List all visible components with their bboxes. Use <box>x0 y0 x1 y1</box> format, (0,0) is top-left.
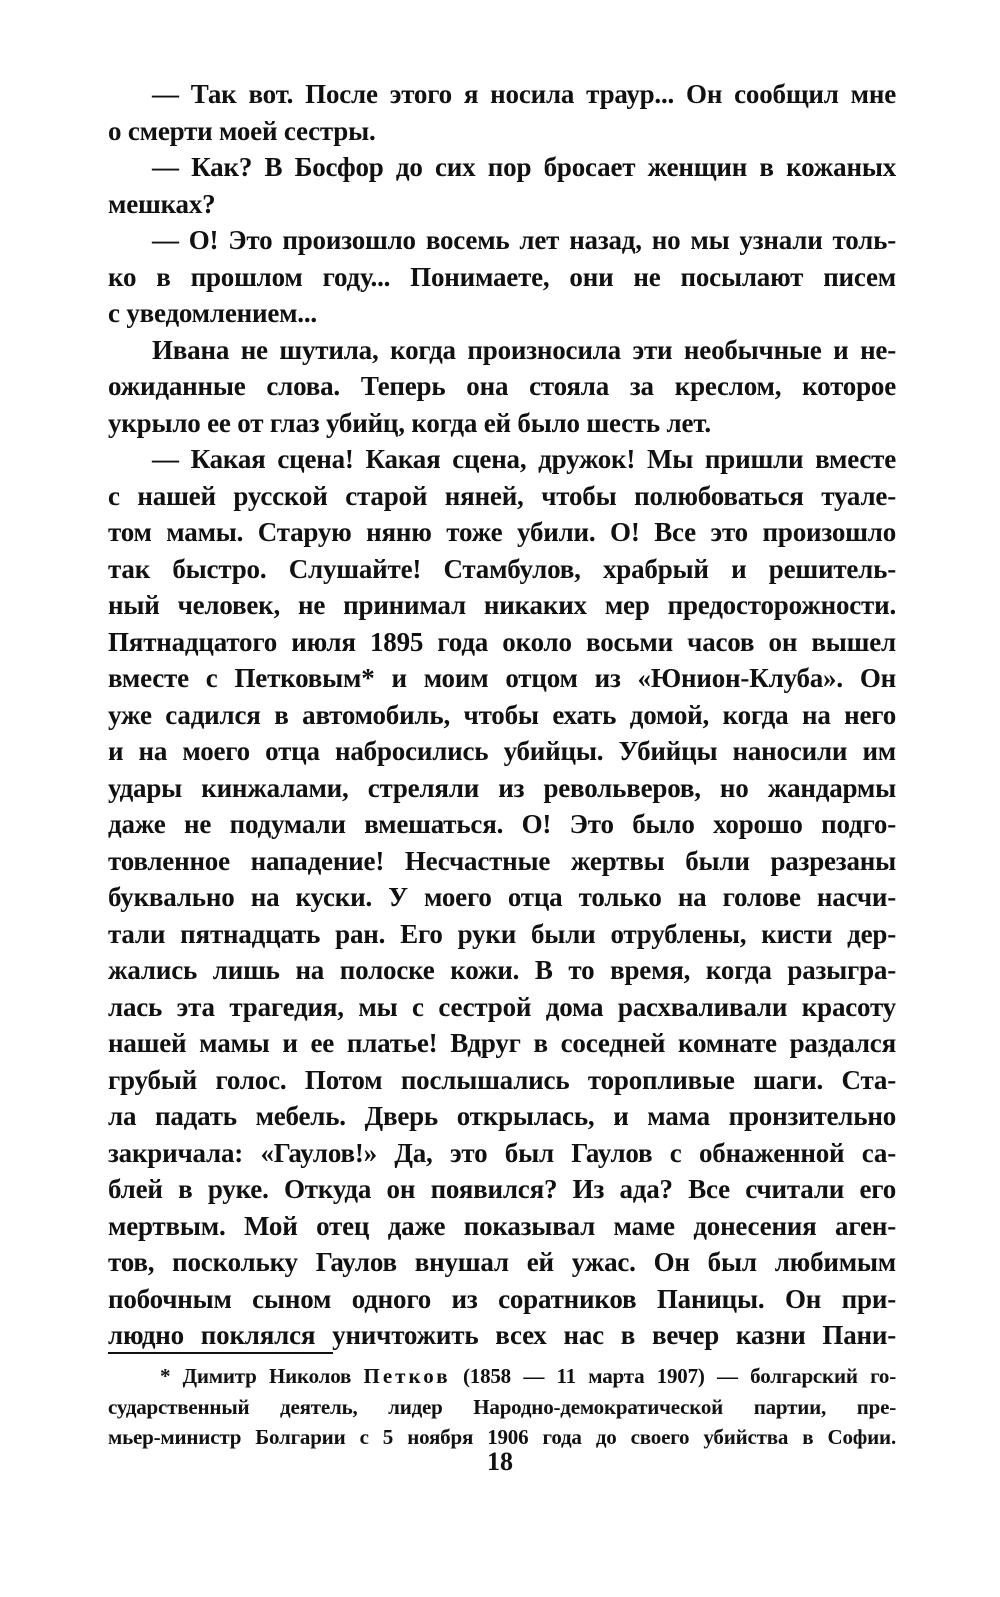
text-line: том мамы. Старую няню тоже убили. О! Все это произошло <box>108 517 896 547</box>
text-line: грубый голос. Потом послышались торопливые шаги. Ста- <box>108 1064 896 1095</box>
text-line: тали пятнадцать ран. Его руки были отрублены, кисти дер- <box>108 918 896 949</box>
text-line: укрыло ее от глаз убийц, когда ей было шесть лет. <box>108 407 711 438</box>
text-line: с уведомлением... <box>108 298 317 328</box>
text-line: уже садился в автомобиль, чтобы ехать домой, когда на него <box>108 699 896 730</box>
text-line: удары кинжалами, стреляли из револьверов, но жандармы <box>108 772 896 803</box>
text-line: мертвым. Мой отец даже показывал маме донесения аген- <box>108 1210 896 1241</box>
text-line: жались лишь на полоске кожи. В то время, когда разыгра- <box>108 955 896 985</box>
text-line: вместе с Петковым* и моим отцом из «Юнион-Клуба». Он <box>108 663 896 693</box>
text-line: людно поклялся уничтожить всех нас в вечер казни Пани- <box>108 1320 896 1350</box>
footnote-line: мьер-министр Болгарии с 5 ноября 1906 года до своего убийства в Софии. <box>108 1425 896 1449</box>
text-line: Пятнадцатого июля 1895 года около восьми часов он вышел <box>108 626 896 657</box>
body-text <box>108 76 896 1354</box>
page-number: 18 <box>487 1447 513 1476</box>
text-line: буквально на куски. У моего отца только на голове насчи- <box>108 882 896 912</box>
footnote-suffix: (1858 — 11 марта 1907) — болгарский го- <box>450 1364 896 1388</box>
text-line: лась эта трагедия, мы с сестрой дома расхваливали красоту <box>108 991 896 1022</box>
text-line: — Как? В Босфор до сих пор бросает женщин в кожаных <box>152 152 896 182</box>
text-line: товленное нападение! Несчастные жертвы были разрезаны <box>108 845 896 876</box>
text-line: с нашей русской старой няней, чтобы полюбоваться туале- <box>108 480 896 511</box>
text-line: нашей мамы и ее платье! Вдруг в соседней комнате раздался <box>108 1028 896 1058</box>
footnote <box>108 1361 896 1453</box>
text-line: тов, поскольку Гаулов внушал ей ужас. Он был любимым <box>108 1247 896 1277</box>
text-line: Ивана не шутила, когда произносила эти необычные и не- <box>152 334 896 365</box>
text-line: закричала: «Гаулов!» Да, это был Гаулов с обнаженной са- <box>108 1137 896 1168</box>
text-line: ко в прошлом году... Понимаете, они не посылают писем <box>108 261 896 292</box>
text-line: побочным сыном одного из соратников Паницы. Он при- <box>108 1283 896 1314</box>
footnote-divider <box>108 1352 333 1354</box>
text-line: — Так вот. После этого я носила траур... Он сообщил мне <box>152 79 896 109</box>
text-line: даже не подумали вмешаться. О! Это было хорошо подго- <box>108 809 896 839</box>
footnote-prefix: * Димитр Николов <box>160 1364 364 1388</box>
text-line: ный человек, не принимал никаких мер предосторожности. <box>108 590 896 620</box>
text-line: — О! Это произошло восемь лет назад, но мы узнали толь- <box>152 225 896 255</box>
text-line: — Какая сцена! Какая сцена, дружок! Мы пришли вместе <box>152 444 896 474</box>
text-line: и на моего отца набросились убийцы. Убийцы наносили им <box>108 736 896 766</box>
footnote-line <box>108 1361 896 1392</box>
text-line: о смерти моей сестры. <box>108 115 376 146</box>
text-line: блей в руке. Откуда он появился? Из ада? Все считали его <box>108 1174 896 1204</box>
text-line: мешках? <box>108 188 216 219</box>
text-line: так быстро. Слушайте! Стамбулов, храбрый и решитель- <box>108 553 896 584</box>
text-line: ожиданные слова. Теперь она стояла за креслом, которое <box>108 371 896 401</box>
footnote-line: сударственный деятель, лидер Народно-демократической партии, пре- <box>108 1394 896 1419</box>
text-line: ла падать мебель. Дверь открылась, и мама пронзительно <box>108 1101 896 1131</box>
footnote-spaced-name: Петков <box>363 1364 451 1388</box>
